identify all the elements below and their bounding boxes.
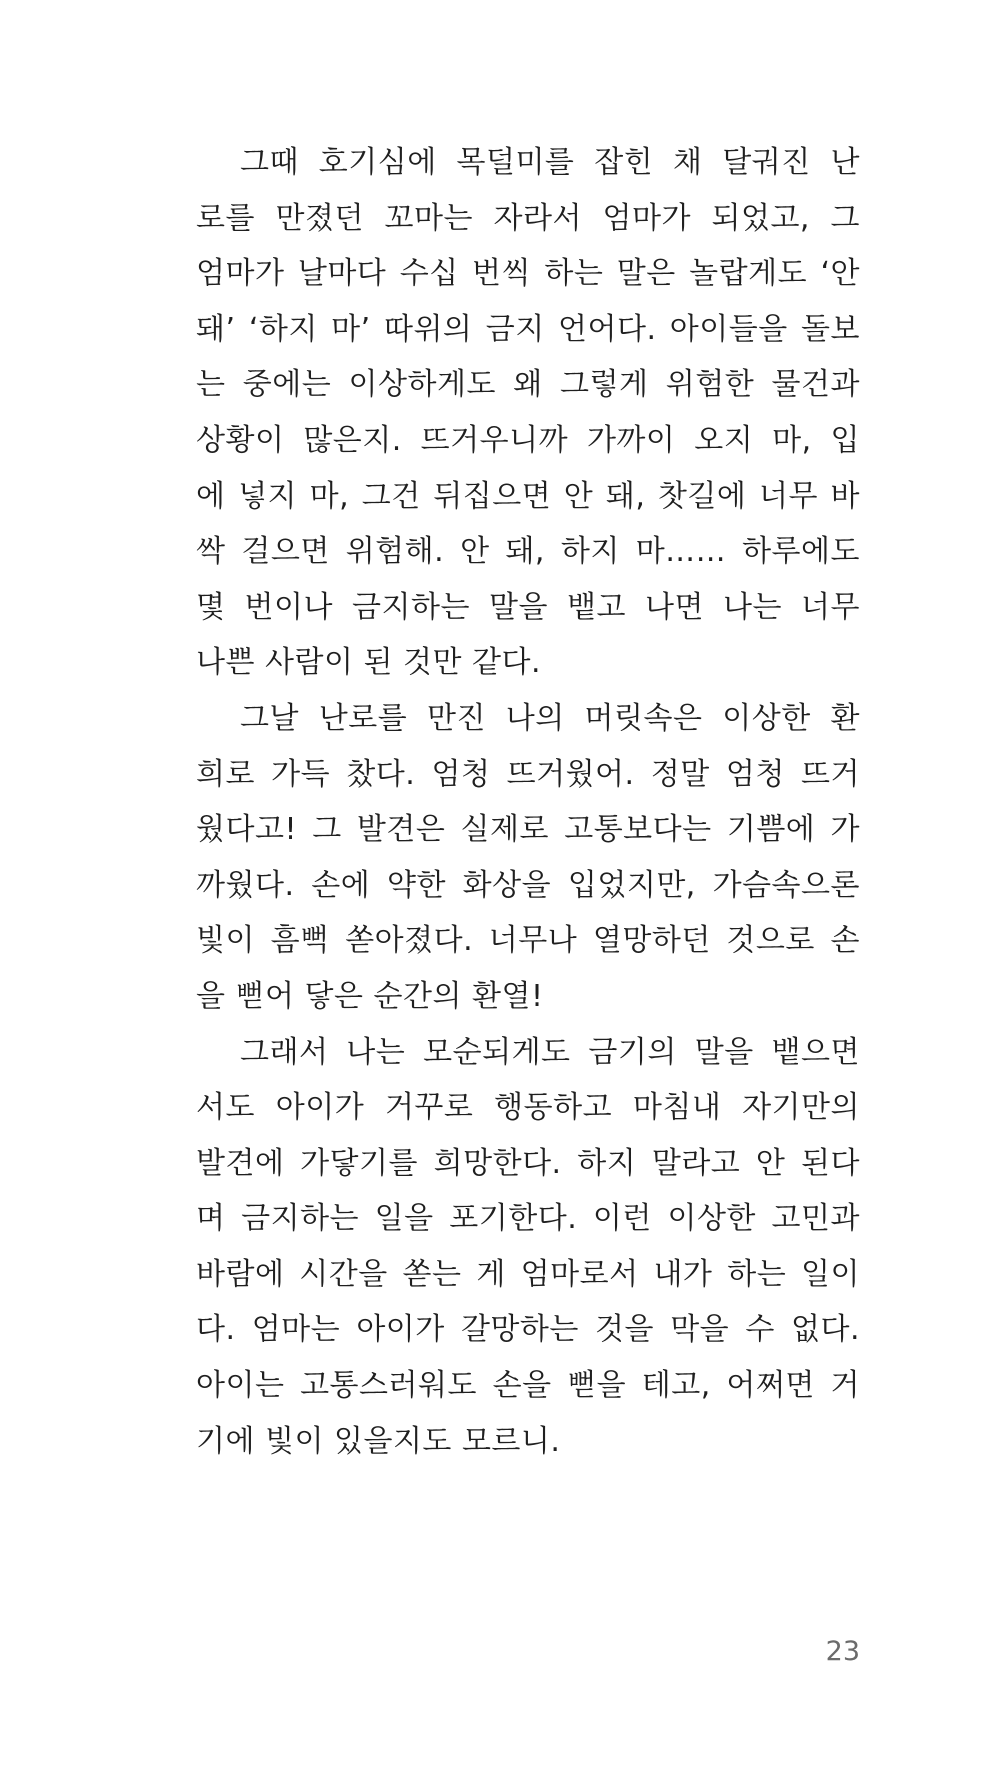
text-line: 그때 호기심에 목덜미를 잡힌 채 달궈진 난 (240, 145, 860, 180)
text-line: 싹 걸으면 위험해. 안 돼, 하지 마…… 하루에도 (196, 534, 860, 570)
text-line: 엄마가 날마다 수십 번씩 하는 말은 놀랍게도 ‘안 (196, 256, 860, 292)
text-line: 웠다고! 그 발견은 실제로 고통보다는 기쁨에 가 (196, 812, 860, 848)
text-line: 그날 난로를 만진 나의 머릿속은 이상한 환 (240, 700, 860, 736)
text-line: 빛이 흠뻑 쏟아졌다. 너무나 열망하던 것으로 손 (196, 923, 860, 959)
text-line: 서도 아이가 거꾸로 행동하고 마침내 자기만의 (196, 1090, 860, 1126)
text-line: 아이는 고통스러워도 손을 뻗을 테고, 어쩌면 거 (196, 1368, 860, 1404)
text-line: 발견에 가닿기를 희망한다. 하지 말라고 안 된다 (196, 1145, 860, 1181)
text-line: 을 뻗어 닿은 순간의 환열! (196, 978, 544, 1014)
text-line: 는 중에는 이상하게도 왜 그렇게 위험한 물건과 (196, 367, 860, 403)
text-line: 에 넣지 마, 그건 뒤집으면 안 돼, 찻길에 너무 바 (196, 478, 860, 514)
text-line: 그래서 나는 모순되게도 금기의 말을 뱉으면 (240, 1034, 860, 1070)
text-line: 몇 번이나 금지하는 말을 뱉고 나면 나는 너무 (196, 589, 860, 625)
text-line: 돼’ ‘하지 마’ 따위의 금지 언어다. 아이들을 돌보 (196, 311, 860, 347)
text-line: 상황이 많은지. 뜨거우니까 가까이 오지 마, 입 (196, 422, 860, 458)
page-number: 23 (825, 1636, 860, 1667)
text-line: 까웠다. 손에 약한 화상을 입었지만, 가슴속으론 (196, 867, 860, 903)
text-line: 로를 만졌던 꼬마는 자라서 엄마가 되었고, 그 (196, 200, 860, 236)
body-text (196, 135, 860, 1469)
text-line: 바람에 시간을 쏟는 게 엄마로서 내가 하는 일이 (196, 1256, 860, 1292)
text-line: 기에 빛이 있을지도 모르니. (196, 1423, 561, 1459)
text-line: 며 금지하는 일을 포기한다. 이런 이상한 고민과 (196, 1201, 860, 1237)
text-line: 다. 엄마는 아이가 갈망하는 것을 막을 수 없다. (196, 1312, 860, 1348)
text-line: 희로 가득 찼다. 엄청 뜨거웠어. 정말 엄청 뜨거 (196, 756, 860, 792)
text-line: 나쁜 사람이 된 것만 같다. (196, 645, 541, 681)
